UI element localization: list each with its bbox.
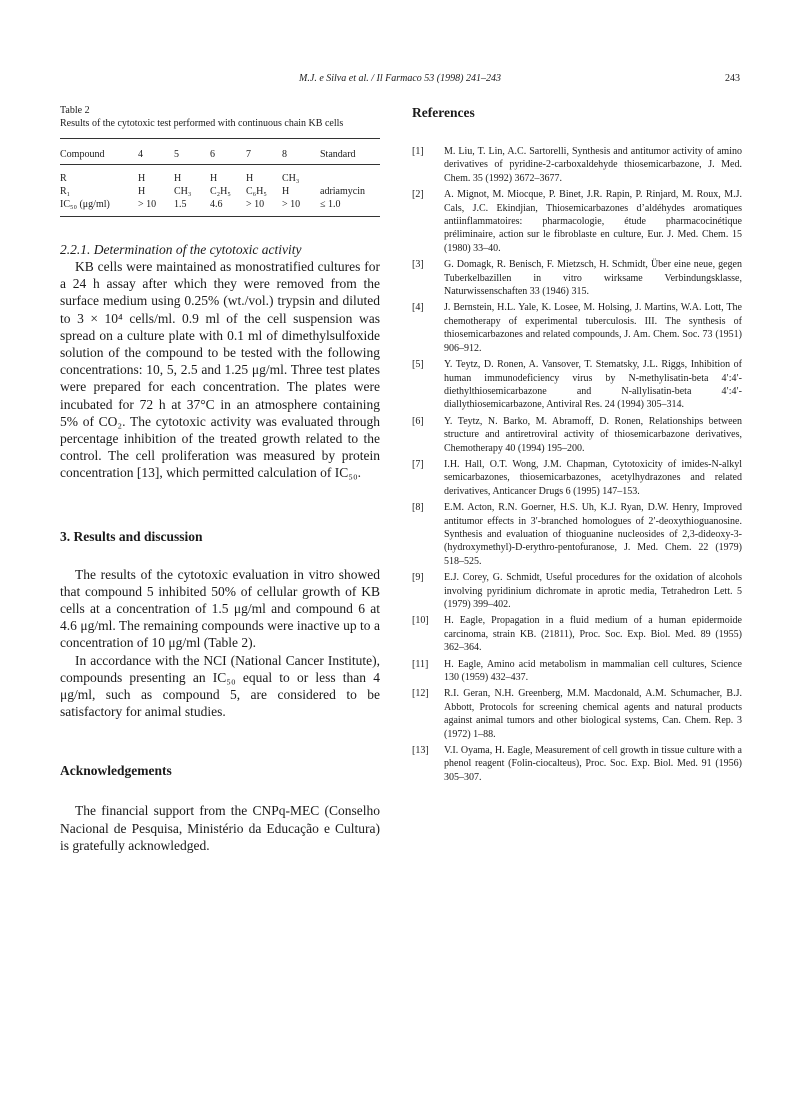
- reference-item: [412, 188, 742, 255]
- table-cell: ≤ 1.0: [320, 198, 380, 217]
- reference-item: [412, 658, 742, 685]
- table-cell: H: [246, 173, 254, 184]
- reference-text: R.I. Geran, N.H. Greenberg, M.M. Macdonald, A.M. Schumacher, B.J. Abbott, Protocols for screening chemical agents and natural products against animal tumors and other biological systems, Can. Chem. Rep. 3 (1972) 1–88.: [444, 688, 742, 740]
- reference-text: E.M. Acton, R.N. Goerner, H.S. Uh, K.J. Ryan, D.W. Henry, Improved antitumor effects in 3′-branched homologues of 2′-deoxythioguanosine. Synthesis and evaluation of thioguanine nucleosides of 2,3-dideoxy-3-(hydroxymethyl)-D-erythro-pentofuranose, J. Med. Chem. 22 (1979) 518–525.: [444, 502, 742, 567]
- reference-text: Y. Teytz, N. Barko, M. Abramoff, D. Ronen, Relationships between structure and antiretroviral activity of thiosemicarbazone derivatives, Chemotherapy 40 (1994) 195–200.: [444, 415, 742, 454]
- reference-number: [1]: [412, 146, 424, 157]
- reference-number: [12]: [412, 688, 429, 700]
- table-caption: Results of the cytotoxic test performed with continuous chain KB cells: [60, 118, 344, 129]
- column-header: 7: [246, 139, 282, 165]
- table-cell: IC₅₀ (μg/ml): [60, 198, 138, 217]
- subsection-paragraph: KB cells were maintained as monostratified cultures for a 24 h assay after which they were removed from the surface medium using 0.25% (wt./vol.) trypsin and diluted to 3 × 10⁴ cells/ml. 0.9 ml of the cell suspension was spread on a culture plate with 0.1 ml of dimethylsulfoxide solution of the compound to be tested with the following concentrations: 10, 5, 2.5 and 1.25 μg/ml. Three test plates were prepared for each concentration. The plates were incubated for 72 h at 37°C in an atmosphere containing 5% of CO₂. The cytotoxic activity was evaluated through percentage inhibition of the treated growth related to the control. The cell proliferation was measured by protein concentration [13], which permitted calculation of IC₅₀.: [60, 259, 380, 481]
- section-title: Acknowledgements: [60, 763, 172, 779]
- table-cell: H: [174, 173, 182, 184]
- table-cell: C₂H₅: [210, 186, 231, 197]
- table-cell: H: [282, 186, 290, 197]
- reference-number: [2]: [412, 189, 424, 201]
- reference-text: G. Domagk, R. Benisch, F. Mietzsch, H. Schmidt, Über eine neue, gegen Tuberkelbazillen in vitro wirksame Verbindungsklasse, Naturwissenschaften 33 (1946) 315.: [444, 259, 742, 298]
- acknowledgements-section: [60, 762, 380, 854]
- reference-text: E.J. Corey, G. Schmidt, Useful procedures for the oxidation of alcohols involving pyridinium dichromate in aprotic media, Tetrahedron Lett. 5 (1979) 399–402.: [444, 572, 742, 610]
- table-cell: 1.5: [174, 198, 210, 217]
- page-header: [60, 73, 740, 89]
- table-2: [60, 104, 380, 217]
- reference-number: [10]: [412, 615, 429, 627]
- column-header: Standard: [320, 139, 380, 165]
- reference-number: [7]: [412, 458, 424, 470]
- table-cell: C₆H₅: [246, 186, 267, 197]
- table-cell: [320, 165, 380, 186]
- reference-text: I.H. Hall, O.T. Wong, J.M. Chapman, Cytotoxicity of imides-N-alkyl semicarbazones, thiosemicarbazones, acetylhydrazones and related derivatives, Anticancer Drugs 6 (1995) 147–153.: [444, 458, 742, 497]
- reference-number: [5]: [412, 359, 424, 371]
- table-cell: CH₃: [174, 186, 192, 197]
- table-cell: > 10: [138, 198, 174, 217]
- reference-item: [412, 145, 742, 185]
- column-header: 4: [138, 139, 174, 165]
- column-header: 6: [210, 139, 246, 165]
- column-header: 5: [174, 139, 210, 165]
- reference-number: [13]: [412, 745, 429, 757]
- reference-item: [412, 301, 742, 355]
- reference-number: [6]: [412, 415, 424, 427]
- table-cell: > 10: [246, 198, 282, 217]
- results-table: [60, 138, 380, 217]
- reference-number: [9]: [412, 572, 424, 584]
- table-cell: R₁: [60, 186, 71, 197]
- reference-item: [412, 687, 742, 741]
- table-cell: CH₃: [282, 173, 300, 184]
- table-cell: adriamycin: [320, 186, 365, 197]
- left-column: [60, 104, 380, 854]
- reference-item: [412, 358, 742, 412]
- reference-item: [412, 415, 742, 455]
- table-cell: > 10: [282, 198, 320, 217]
- section-title: 3. Results and discussion: [60, 528, 203, 544]
- results-section: [60, 528, 380, 721]
- table-cell: H: [210, 173, 218, 184]
- reference-text: V.I. Oyama, H. Eagle, Measurement of cell growth in tissue culture with a phenol reagent (Folin-ciocalteus), Proc. Soc. Exp. Biol. Med. 91 (1956) 305–307.: [444, 745, 742, 783]
- column-header: 8: [282, 139, 320, 165]
- reference-number: [8]: [412, 502, 424, 514]
- reference-item: [412, 744, 742, 784]
- running-head: M.J. e Silva et al. / Il Farmaco 53 (1998) 241–243: [299, 73, 501, 84]
- reference-text: J. Bernstein, H.L. Yale, K. Losee, M. Holsing, J. Martins, W.A. Lott, The chemotherapy of experimental tuberculosis. III. The synthesis of thiosemicarbazones and related compounds, J. Am. Chem. Soc. 73 (1951) 906–912.: [444, 302, 742, 354]
- table-cell: H: [138, 173, 146, 184]
- subsection-cytotoxic: [60, 241, 380, 482]
- reference-item: [412, 458, 742, 498]
- reference-text: Y. Teytz, D. Ronen, A. Vansover, T. Stematsky, J.L. Riggs, Inhibition of human immunodeficiency virus by N-methylisatin-beta 4′:4′-diethylthiosemicarbazone and N-allylisatin-beta 4′:4′-diallythiosemicarbazone, Antiviral Res. 24 (1994) 305–314.: [444, 359, 742, 411]
- reference-number: [4]: [412, 302, 424, 314]
- table-cell: R: [60, 173, 67, 184]
- reference-number: [3]: [412, 259, 424, 271]
- table-cell: 4.6: [210, 198, 246, 217]
- results-paragraph-1: The results of the cytotoxic evaluation in vitro showed that compound 5 inhibited 50% of cellular growth of KB cells at a concentration of 1.5 μg/ml and compound 6 at 4.6 μg/ml. The remaining compounds were inactive up to a concentration of 10 μg/ml (Table 2).: [60, 566, 380, 651]
- table-cell: H: [138, 186, 146, 197]
- table-row: [60, 165, 380, 186]
- table-header-row: [60, 139, 380, 165]
- references-title: References: [412, 105, 475, 120]
- right-column: [412, 104, 742, 787]
- reference-text: A. Mignot, M. Miocque, P. Binet, J.R. Rapin, P. Rinjard, M. Roux, M.J. Cals, J.C. Ekindjian, Thiosemicarbazones d’aldéhydes aromatiques antiinflammatoires: pharmacologie, étude pharmacocinétique préliminaire, action sur le fibroblaste en culture, Eur. J. Med. Chem. 15 (1980) 33–40.: [444, 189, 742, 254]
- reference-text: H. Eagle, Amino acid metabolism in mammalian cell cultures, Science 130 (1959) 432–437.: [444, 658, 742, 684]
- column-header: Compound: [60, 139, 138, 165]
- reference-text: M. Liu, T. Lin, A.C. Sartorelli, Synthesis and antitumor activity of amino derivatives of pyridine-2-carboxaldehyde thiosemicarbazone, J. Med. Chem. 35 (1992) 3672–3677.: [444, 146, 742, 184]
- subsection-title: 2.2.1. Determination of the cytotoxic activity: [60, 242, 302, 257]
- reference-item: [412, 501, 742, 568]
- reference-item: [412, 571, 742, 611]
- acknowledgements-paragraph: The financial support from the CNPq-MEC (Conselho Nacional de Pesquisa, Ministério da Educação e Cultura) is gratefully acknowledged.: [60, 803, 380, 853]
- table-label: Table 2: [60, 105, 90, 116]
- reference-item: [412, 258, 742, 298]
- reference-number: [11]: [412, 658, 429, 670]
- table-row: [60, 185, 380, 198]
- results-paragraph-2: In accordance with the NCI (National Cancer Institute), compounds presenting an IC₅₀ equal to or less than 4 μg/ml, such as compound 5, are considered to be satisfactory for animal studies.: [60, 652, 380, 720]
- table-row: [60, 198, 380, 217]
- reference-item: [412, 614, 742, 654]
- reference-text: H. Eagle, Propagation in a fluid medium of a human epidermoide carcinoma, strain KB. (21811), Proc. Soc. Exp. Biol. Med. 89 (1955) 362–364.: [444, 615, 742, 654]
- page-number: 243: [725, 73, 740, 84]
- reference-list: [412, 145, 742, 784]
